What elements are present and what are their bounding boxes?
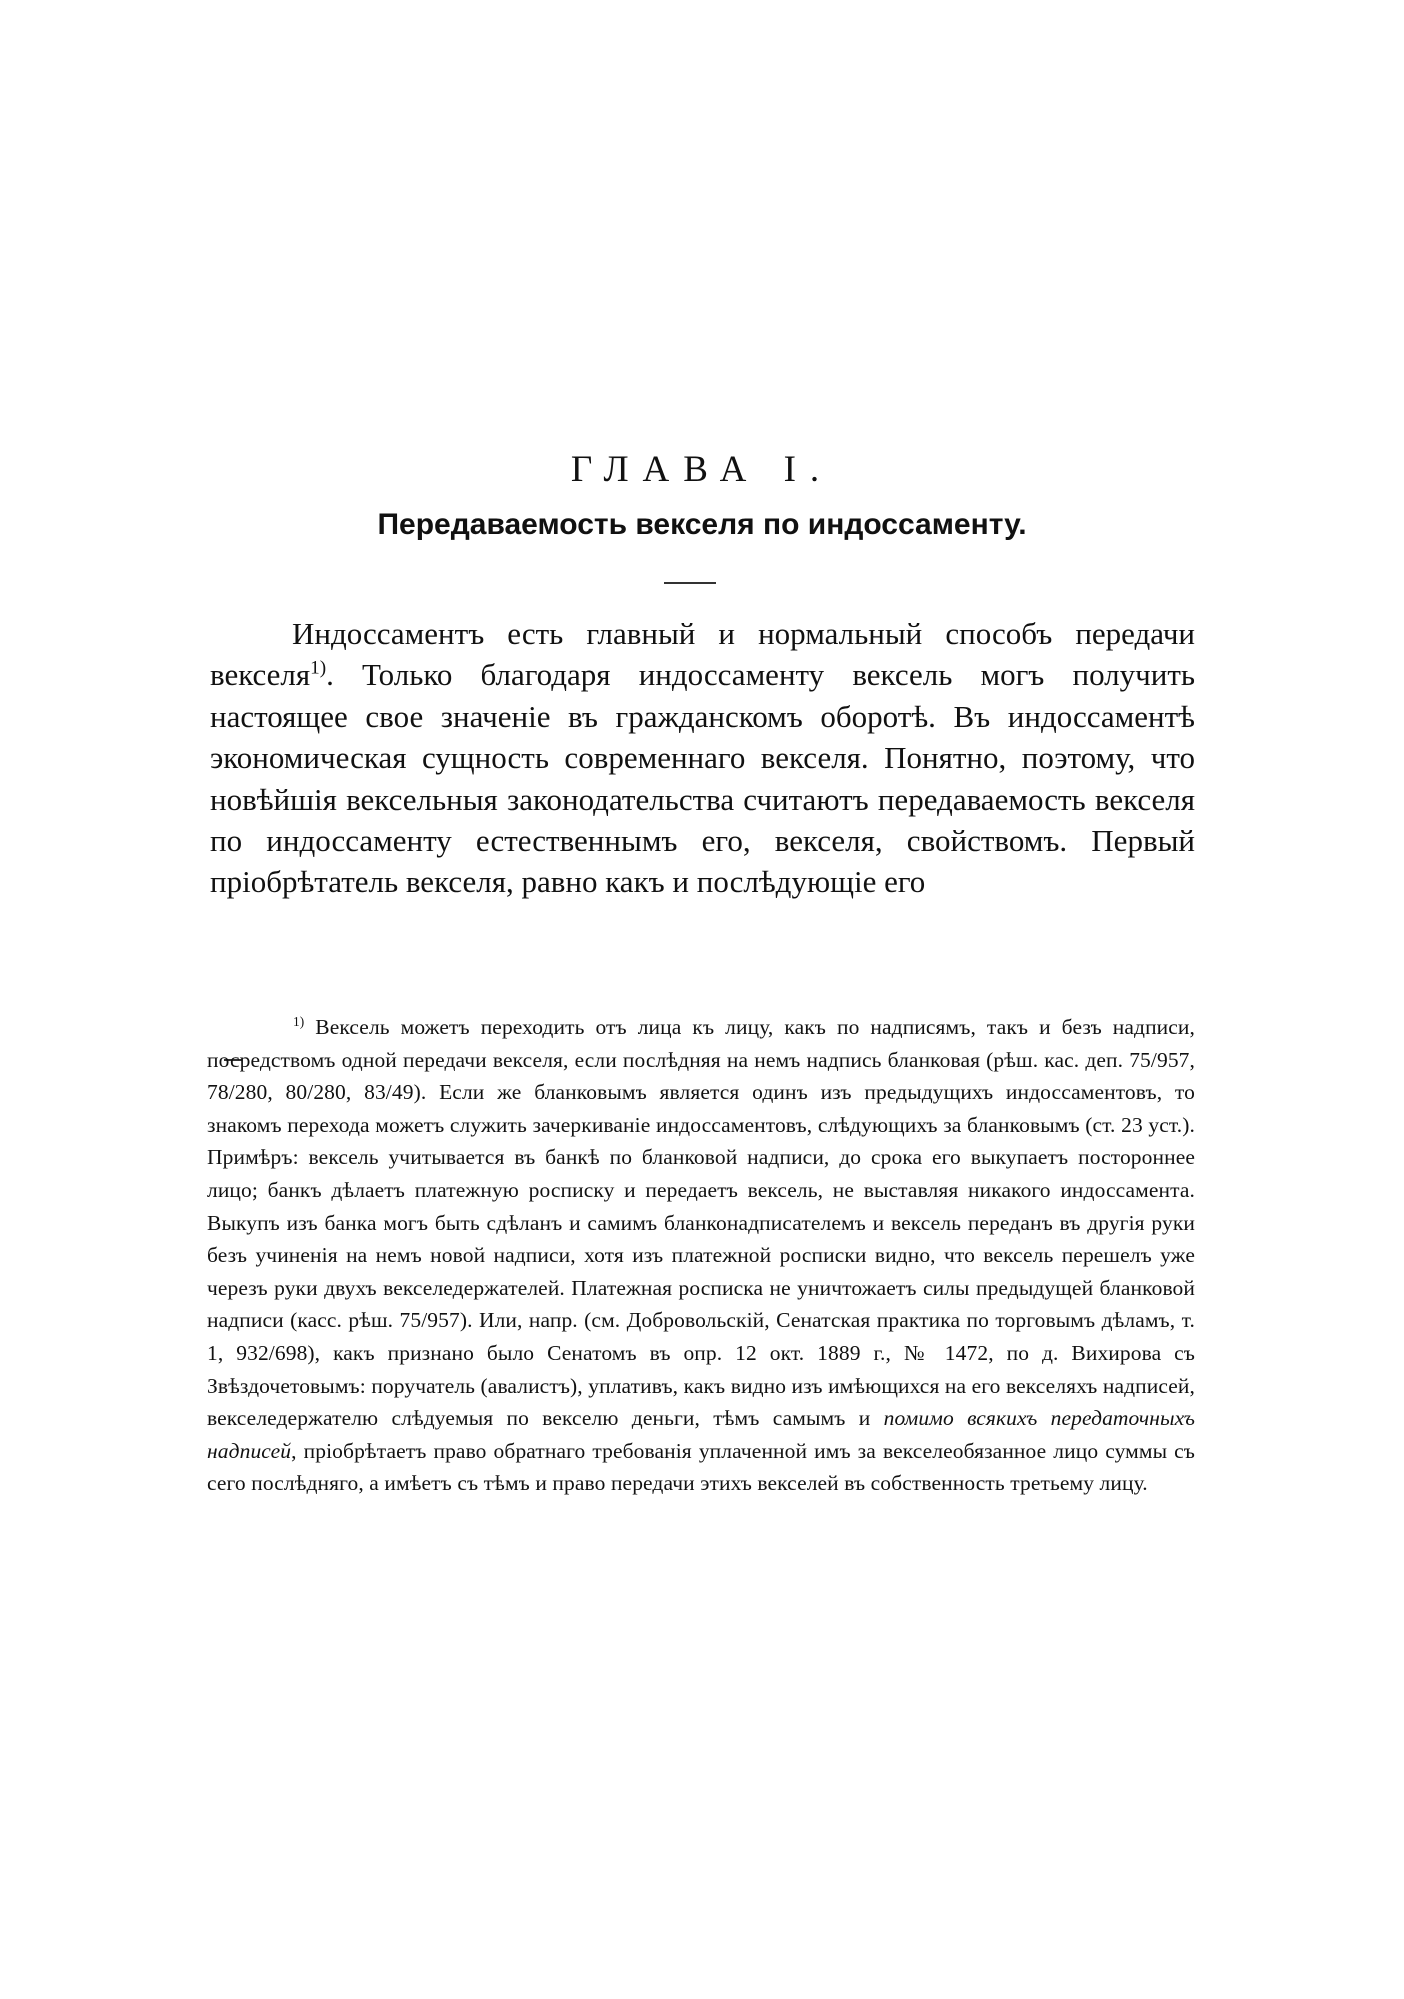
chapter-heading: ГЛАВА I. (570, 449, 834, 490)
title-divider (664, 582, 716, 584)
footnote-text-end: , пріобрѣтаетъ право обратнаго требованія уплаченной имъ за векселеобязанное лицо суммы съ сего послѣдняго, а имѣетъ съ тѣмъ и право передачи этихъ векселей въ собственность третьему лицу. (207, 1438, 1195, 1496)
main-paragraph-text-end: . Только благодаря индоссаменту вексель могъ получить настоящее свое значеніе въ гражданскомъ оборотѣ. Въ индоссаментѣ экономическая сущность современнаго векселя. Понятно, поэтому, что новѣйшія вексельныя законодательства считаютъ передаваемость векселя по индоссаменту естественнымъ его, векселя, свойствомъ. Первый пріобрѣтатель векселя, равно какъ и послѣдующіе его (210, 657, 1195, 900)
footnote-reference[interactable]: 1) (310, 658, 327, 680)
footnote-mark: 1) (293, 1013, 305, 1029)
chapter-title: Передаваемость векселя по индоссаменту. (377, 508, 1027, 541)
footnote (207, 1011, 1195, 1500)
footnote-text-start: Вексель можетъ переходить отъ лица къ лицу, какъ по надписямъ, такъ и безъ надписи, посредствомъ одной передачи векселя, если послѣдняя на немъ надпись бланковая (рѣш. кас. деп. 75/957, 78/280, 80/280, 83/49). Если же бланковымъ является одинъ изъ предыдущихъ индоссаментовъ, то знакомъ перехода можетъ служить зачеркиваніе индоссаментовъ, слѣдующихъ за бланковымъ (ст. 23 уст.). Примѣръ: вексель учитывается въ банкѣ по бланковой надписи, до срока его выкупаетъ постороннее лицо; банкъ дѣлаетъ платежную росписку и передаетъ вексель, не выставляя никакого индоссамента. Выкупъ изъ банка могъ быть сдѣланъ и самимъ бланконадписателемъ и вексель переданъ въ другія руки безъ учиненія на немъ новой надписи, хотя изъ платежной росписки видно, что вексель перешелъ уже черезъ руки двухъ векселедержателей. Платежная росписка не уничтожаетъ силы предыдущей бланковой надписи (касс. рѣш. 75/957). Или, напр. (см. Добровольскій, Сенатская практика по торговымъ дѣламъ, т. 1, 932/698), какъ признано было Сенатомъ въ опр. 12 окт. 1889 г., № 1472, по д. Вихирова съ Звѣздочетовымъ: поручатель (авалистъ), уплативъ, какъ видно изъ имѣющихся на его векселяхъ надписей, векселедержателю слѣдуемыя по векселю деньги, тѣмъ самымъ и (207, 1015, 1195, 1431)
main-paragraph-text-start: Индоссаментъ есть главный и нормальный способъ передачи векселя (210, 616, 1195, 693)
footnote-emphasis: помимо всякихъ передаточныхъ надписей (207, 1406, 1195, 1463)
main-paragraph (210, 613, 1195, 903)
